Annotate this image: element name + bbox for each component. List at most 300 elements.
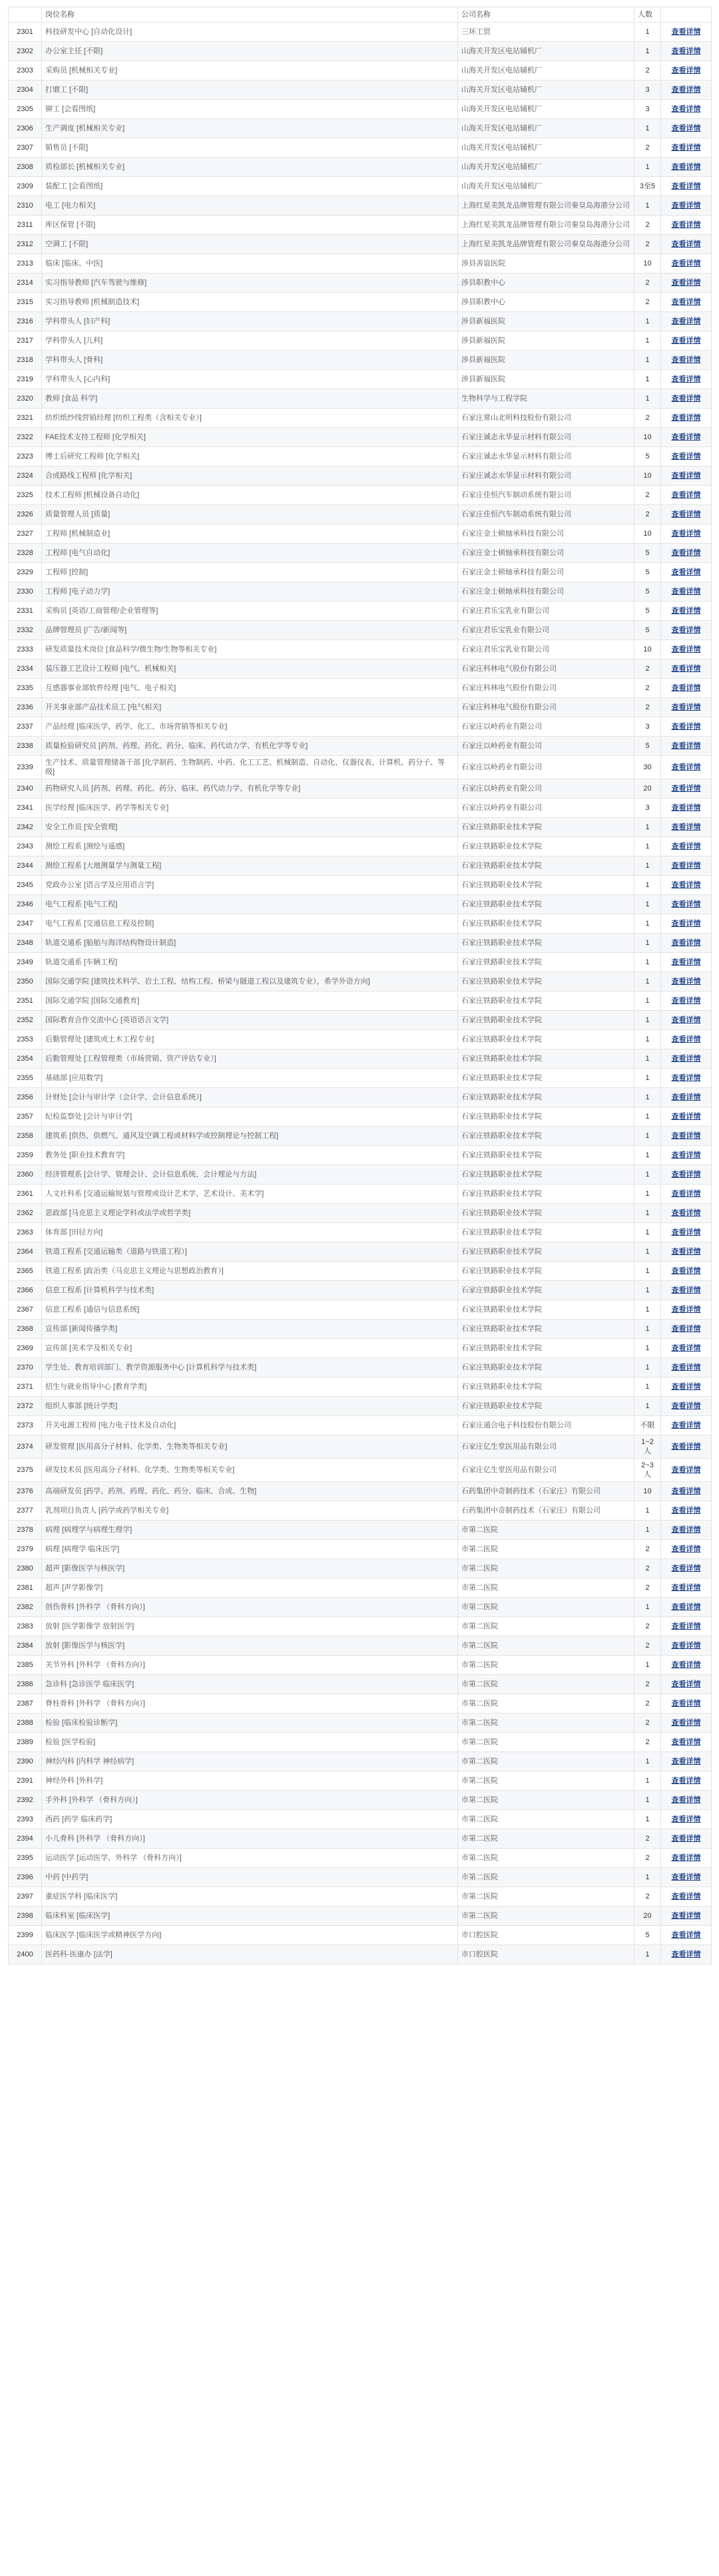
- headcount: 2: [634, 1849, 661, 1868]
- view-details-link[interactable]: 查看详情: [671, 900, 701, 908]
- view-details-link[interactable]: 查看详情: [671, 1171, 701, 1179]
- job-title: 学科带头人 [妇产科]: [42, 312, 458, 331]
- view-details-link[interactable]: 查看详情: [671, 1873, 701, 1881]
- job-title: 采购员 [英语/工商管理/企业管理等]: [42, 602, 458, 621]
- table-row: [9, 1088, 712, 1107]
- row-number: 2338: [9, 737, 42, 756]
- headcount: 1: [634, 1165, 661, 1185]
- view-details-link[interactable]: 查看详情: [671, 1421, 701, 1429]
- view-details-link[interactable]: 查看详情: [671, 1443, 701, 1451]
- job-title: 临床医学 [临床医学或精神医学方向]: [42, 1926, 458, 1945]
- view-details-link[interactable]: 查看详情: [671, 1209, 701, 1217]
- action-cell: [661, 100, 712, 119]
- view-details-link[interactable]: 查看详情: [671, 1035, 701, 1043]
- headcount: 1: [634, 895, 661, 914]
- row-number: 2370: [9, 1358, 42, 1378]
- headcount: 1: [634, 1204, 661, 1223]
- action-cell: [661, 953, 712, 972]
- view-details-link[interactable]: 查看详情: [671, 260, 701, 268]
- view-details-link[interactable]: 查看详情: [671, 356, 701, 364]
- action-cell: [661, 1049, 712, 1069]
- view-details-link[interactable]: 查看详情: [671, 337, 701, 345]
- view-details-link[interactable]: 查看详情: [671, 530, 701, 538]
- view-details-link[interactable]: 查看详情: [671, 1228, 701, 1236]
- view-details-link[interactable]: 查看详情: [671, 375, 701, 383]
- job-title: 宣传部 [美术学及相关专业]: [42, 1339, 458, 1358]
- view-details-link[interactable]: 查看详情: [671, 1364, 701, 1372]
- view-details-link[interactable]: 查看详情: [671, 28, 701, 36]
- company-name: 市第二医院: [458, 1540, 634, 1559]
- view-details-link[interactable]: 查看详情: [671, 920, 701, 928]
- company-name: 石家庄铁路职业技术学院: [458, 934, 634, 953]
- table-row: [9, 1185, 712, 1204]
- table-row: [9, 1868, 712, 1887]
- company-name: 石家庄佳恒汽车制动系统有限公司: [458, 486, 634, 505]
- table-row: [9, 1011, 712, 1030]
- table-row: [9, 1320, 712, 1339]
- action-cell: [661, 934, 712, 953]
- company-name: 石家庄铁路职业技术学院: [458, 856, 634, 876]
- headcount: 1: [634, 1598, 661, 1617]
- table-row: [9, 717, 712, 737]
- table-row: [9, 837, 712, 856]
- view-details-link[interactable]: 查看详情: [671, 67, 701, 75]
- view-details-link[interactable]: 查看详情: [671, 1267, 701, 1275]
- row-number: 2306: [9, 119, 42, 138]
- headcount: 1: [634, 1378, 661, 1397]
- row-number: 2350: [9, 972, 42, 992]
- view-details-link[interactable]: 查看详情: [671, 1526, 701, 1534]
- row-number: 2313: [9, 254, 42, 274]
- table-row: [9, 1675, 712, 1694]
- view-details-link[interactable]: 查看详情: [671, 1719, 701, 1727]
- view-details-link[interactable]: 查看详情: [671, 1093, 701, 1101]
- table-row: [9, 81, 712, 100]
- table-row: [9, 1127, 712, 1146]
- row-number: 2393: [9, 1810, 42, 1829]
- view-details-link[interactable]: 查看详情: [671, 1854, 701, 1862]
- view-details-link[interactable]: 查看详情: [671, 1286, 701, 1294]
- view-details-link[interactable]: 查看详情: [671, 202, 701, 210]
- view-details-link[interactable]: 查看详情: [671, 124, 701, 132]
- company-name: 山海关开发区电站辅机厂: [458, 138, 634, 158]
- view-details-link[interactable]: 查看详情: [671, 1190, 701, 1198]
- view-details-link[interactable]: 查看详情: [671, 491, 701, 499]
- headcount: 3: [634, 100, 661, 119]
- view-details-link[interactable]: 查看详情: [671, 1777, 701, 1785]
- view-details-link[interactable]: 查看详情: [671, 645, 701, 653]
- row-number: 2352: [9, 1011, 42, 1030]
- headcount: 10: [634, 1482, 661, 1501]
- view-details-link[interactable]: 查看详情: [671, 1487, 701, 1495]
- view-details-link[interactable]: 查看详情: [671, 182, 701, 190]
- table-row: [9, 953, 712, 972]
- headcount: 1: [634, 1358, 661, 1378]
- job-title: 放射 [影像医学与核医学]: [42, 1636, 458, 1656]
- job-title: 产品经理 [临床医学、药学、化工、市场营销等相关专业]: [42, 717, 458, 737]
- table-row: [9, 158, 712, 177]
- action-cell: [661, 1849, 712, 1868]
- job-title: 药物研究人员 [药剂、药理、药化、药分、临床、药代动力学、有机化学等专业]: [42, 779, 458, 799]
- headcount: 2: [634, 698, 661, 717]
- view-details-link[interactable]: 查看详情: [671, 881, 701, 889]
- job-title: 采购员 [机械相关专业]: [42, 61, 458, 81]
- job-title: 轨道交通系 [车辆工程]: [42, 953, 458, 972]
- view-details-link[interactable]: 查看详情: [671, 1912, 701, 1920]
- view-details-link[interactable]: 查看详情: [671, 665, 701, 673]
- row-number: 2365: [9, 1262, 42, 1281]
- row-number: 2337: [9, 717, 42, 737]
- row-number: 2362: [9, 1204, 42, 1223]
- headcount: 1: [634, 389, 661, 409]
- company-name: 石家庄铁路职业技术学院: [458, 1262, 634, 1281]
- view-details-link[interactable]: 查看详情: [671, 472, 701, 480]
- view-details-link[interactable]: 查看详情: [671, 804, 701, 812]
- job-title: 创伤骨科 [外科学 （骨科方向）]: [42, 1598, 458, 1617]
- action-cell: [661, 621, 712, 640]
- headcount: 5: [634, 1926, 661, 1945]
- view-details-link[interactable]: 查看详情: [671, 433, 701, 441]
- row-number: 2390: [9, 1752, 42, 1771]
- row-number: 2397: [9, 1887, 42, 1907]
- headcount: 1: [634, 1030, 661, 1049]
- table-row: [9, 1617, 712, 1636]
- company-name: 石家庄科林电气股份有限公司: [458, 679, 634, 698]
- view-details-link[interactable]: 查看详情: [671, 1325, 701, 1333]
- job-title: 乳剂项目负责人 [药学或药学相关专业]: [42, 1501, 458, 1521]
- view-details-link[interactable]: 查看详情: [671, 939, 701, 947]
- action-cell: [661, 1733, 712, 1752]
- headcount: 2: [634, 1617, 661, 1636]
- table-row: [9, 119, 712, 138]
- view-details-link[interactable]: 查看详情: [671, 723, 701, 731]
- view-details-link[interactable]: 查看详情: [671, 997, 701, 1005]
- table-row: [9, 312, 712, 331]
- view-details-link[interactable]: 查看详情: [671, 395, 701, 403]
- job-title: 国际交通学院 [建筑技术科学、岩土工程、结构工程、桥梁与隧道工程以及建筑专业），希学外语方向]: [42, 972, 458, 992]
- headcount: 1: [634, 1521, 661, 1540]
- table-row: [9, 799, 712, 818]
- view-details-link[interactable]: 查看详情: [671, 1815, 701, 1823]
- company-name: 市第二医院: [458, 1521, 634, 1540]
- row-number: 2395: [9, 1849, 42, 1868]
- table-row: [9, 1281, 712, 1300]
- headcount: 2: [634, 409, 661, 428]
- view-details-link[interactable]: 查看详情: [671, 1507, 701, 1515]
- headcount: 2: [634, 486, 661, 505]
- headcount: 1: [634, 1088, 661, 1107]
- company-name: 石家庄铁路职业技术学院: [458, 1300, 634, 1320]
- job-title: 电工 [电力相关]: [42, 196, 458, 216]
- view-details-link[interactable]: 查看详情: [671, 86, 701, 94]
- view-details-link[interactable]: 查看详情: [671, 1016, 701, 1024]
- view-details-link[interactable]: 查看详情: [671, 1603, 701, 1611]
- job-title: 医学经理 [临床医学、药学等相关专业]: [42, 799, 458, 818]
- table-row: [9, 1262, 712, 1281]
- company-name: 石家庄科林电气股份有限公司: [458, 698, 634, 717]
- view-details-link[interactable]: 查看详情: [671, 862, 701, 870]
- row-number: 2317: [9, 331, 42, 351]
- row-number: 2315: [9, 293, 42, 312]
- row-number: 2340: [9, 779, 42, 799]
- company-name: 市第二医院: [458, 1733, 634, 1752]
- row-number: 2371: [9, 1378, 42, 1397]
- view-details-link[interactable]: 查看详情: [671, 1738, 701, 1746]
- view-details-link[interactable]: 查看详情: [671, 1113, 701, 1121]
- view-details-link[interactable]: 查看详情: [671, 1564, 701, 1572]
- view-details-link[interactable]: 查看详情: [671, 163, 701, 171]
- headcount: 1: [634, 331, 661, 351]
- view-details-link[interactable]: 查看详情: [671, 742, 701, 750]
- job-title: 实习指导教师 [机械制造技术]: [42, 293, 458, 312]
- action-cell: [661, 1617, 712, 1636]
- headcount: 1: [634, 1262, 661, 1281]
- view-details-link[interactable]: 查看详情: [671, 317, 701, 325]
- table-row: [9, 254, 712, 274]
- view-details-link[interactable]: 查看详情: [671, 144, 701, 152]
- action-cell: [661, 640, 712, 659]
- headcount: 2: [634, 1578, 661, 1598]
- view-details-link[interactable]: 查看详情: [671, 1931, 701, 1939]
- view-details-link[interactable]: 查看详情: [671, 240, 701, 248]
- view-details-link[interactable]: 查看详情: [671, 453, 701, 460]
- company-name: 石家庄铁路职业技术学院: [458, 1127, 634, 1146]
- job-title: 手外科 [外科学 （骨科方向）]: [42, 1791, 458, 1810]
- action-cell: [661, 409, 712, 428]
- view-details-link[interactable]: 查看详情: [671, 1306, 701, 1314]
- company-name: 石家庄以岭药业有限公司: [458, 756, 634, 779]
- table-row: [9, 1358, 712, 1378]
- company-name: 石家庄铁路职业技术学院: [458, 818, 634, 837]
- company-name: 石家庄铁路职业技术学院: [458, 992, 634, 1011]
- headcount: 1: [634, 1281, 661, 1300]
- company-name: 石家庄铁路职业技术学院: [458, 1281, 634, 1300]
- table-row: [9, 1829, 712, 1849]
- row-number: 2336: [9, 698, 42, 717]
- row-number: 2316: [9, 312, 42, 331]
- view-details-link[interactable]: 查看详情: [671, 1950, 701, 1958]
- row-number: 2329: [9, 563, 42, 582]
- row-number: 2396: [9, 1868, 42, 1887]
- action-cell: [661, 1165, 712, 1185]
- view-details-link[interactable]: 查看详情: [671, 105, 701, 113]
- row-number: 2374: [9, 1435, 42, 1459]
- row-number: 2354: [9, 1049, 42, 1069]
- view-details-link[interactable]: 查看详情: [671, 510, 701, 518]
- view-details-link[interactable]: 查看详情: [671, 279, 701, 287]
- company-name: 市口腔医院: [458, 1926, 634, 1945]
- job-title: 安全工作员 [安全管理]: [42, 818, 458, 837]
- view-details-link[interactable]: 查看详情: [671, 221, 701, 229]
- view-details-link[interactable]: 查看详情: [671, 1074, 701, 1082]
- job-title: 体育部 [田径方向]: [42, 1223, 458, 1242]
- view-details-link[interactable]: 查看详情: [671, 1700, 701, 1708]
- company-name: 山海关开发区电站辅机厂: [458, 119, 634, 138]
- table-row: [9, 389, 712, 409]
- company-name: 石家庄铁路职业技术学院: [458, 1185, 634, 1204]
- table-row: [9, 274, 712, 293]
- view-details-link[interactable]: 查看详情: [671, 47, 701, 55]
- view-details-link[interactable]: 查看详情: [671, 703, 701, 711]
- company-name: 石家庄诚志永华显示材料有限公司: [458, 428, 634, 447]
- company-name: 山海关开发区电站辅机厂: [458, 100, 634, 119]
- action-cell: [661, 1223, 712, 1242]
- action-cell: [661, 698, 712, 717]
- headcount: 1: [634, 818, 661, 837]
- action-cell: [661, 737, 712, 756]
- job-title: 学科带头人 [骨科]: [42, 351, 458, 370]
- job-title: 西药 [药学 临床药学]: [42, 1810, 458, 1829]
- headcount: 1: [634, 1049, 661, 1069]
- job-title: 检验 [医学检验]: [42, 1733, 458, 1752]
- view-details-link[interactable]: 查看详情: [671, 684, 701, 692]
- row-number: 2375: [9, 1459, 42, 1482]
- row-number: 2318: [9, 351, 42, 370]
- job-title: 超声 [影像医学与核医学]: [42, 1559, 458, 1578]
- table-row: [9, 1397, 712, 1416]
- row-number: 2323: [9, 447, 42, 466]
- headcount: 3: [634, 717, 661, 737]
- headcount: 1: [634, 914, 661, 934]
- view-details-link[interactable]: 查看详情: [671, 607, 701, 615]
- row-number: 2343: [9, 837, 42, 856]
- company-name: 市第二医院: [458, 1829, 634, 1849]
- job-title: 神经外科 [外科学]: [42, 1771, 458, 1791]
- row-number: 2303: [9, 61, 42, 81]
- row-number: 2366: [9, 1281, 42, 1300]
- view-details-link[interactable]: 查看详情: [671, 588, 701, 596]
- headcount: 1: [634, 837, 661, 856]
- view-details-link[interactable]: 查看详情: [671, 1584, 701, 1592]
- table-row: [9, 524, 712, 544]
- view-details-link[interactable]: 查看详情: [671, 1893, 701, 1901]
- row-number: 2364: [9, 1242, 42, 1262]
- action-cell: [661, 856, 712, 876]
- view-details-link[interactable]: 查看详情: [671, 1344, 701, 1352]
- row-number: 2347: [9, 914, 42, 934]
- company-name: 上海红星美凯龙品牌管理有限公司秦皇岛海港分公司: [458, 216, 634, 235]
- job-title: 急诊科 [急诊医学 临床医学]: [42, 1675, 458, 1694]
- view-details-link[interactable]: 查看详情: [671, 1545, 701, 1553]
- table-row: [9, 1810, 712, 1829]
- row-number: 2311: [9, 216, 42, 235]
- action-cell: [661, 216, 712, 235]
- company-name: 石家庄铁路职业技术学院: [458, 1088, 634, 1107]
- view-details-link[interactable]: 查看详情: [671, 1151, 701, 1159]
- row-number: 2385: [9, 1656, 42, 1675]
- view-details-link[interactable]: 查看详情: [671, 1835, 701, 1843]
- view-details-link[interactable]: 查看详情: [671, 1248, 701, 1256]
- view-details-link[interactable]: 查看详情: [671, 1055, 701, 1063]
- action-cell: [661, 23, 712, 42]
- view-details-link[interactable]: 查看详情: [671, 1796, 701, 1804]
- job-title: 办公室主任 [不限]: [42, 42, 458, 61]
- view-details-link[interactable]: 查看详情: [671, 842, 701, 850]
- table-row: [9, 1540, 712, 1559]
- view-details-link[interactable]: 查看详情: [671, 785, 701, 793]
- job-title: 电气工程系 [电气工程]: [42, 895, 458, 914]
- view-details-link[interactable]: 查看详情: [671, 763, 701, 771]
- company-name: 石家庄铁路职业技术学院: [458, 953, 634, 972]
- view-details-link[interactable]: 查看详情: [671, 978, 701, 986]
- row-number: 2346: [9, 895, 42, 914]
- view-details-link[interactable]: 查看详情: [671, 549, 701, 557]
- view-details-link[interactable]: 查看详情: [671, 1622, 701, 1630]
- action-cell: [661, 1242, 712, 1262]
- row-number: 2341: [9, 799, 42, 818]
- action-cell: [661, 972, 712, 992]
- view-details-link[interactable]: 查看详情: [671, 568, 701, 576]
- view-details-link[interactable]: 查看详情: [671, 1402, 701, 1410]
- table-row: [9, 1049, 712, 1069]
- view-details-link[interactable]: 查看详情: [671, 1661, 701, 1669]
- view-details-link[interactable]: 查看详情: [671, 1383, 701, 1391]
- job-title: 测绘工程系 [测绘与遥感]: [42, 837, 458, 856]
- action-cell: [661, 1416, 712, 1435]
- company-name: 石家庄铁路职业技术学院: [458, 972, 634, 992]
- job-title: 生产技术、质量管理储备干部 [化学制药、生物制药、中药、化工工艺、机械制造、自动化、仪器仪表、计算机、药分子、等级]: [42, 756, 458, 779]
- action-cell: [661, 331, 712, 351]
- view-details-link[interactable]: 查看详情: [671, 298, 701, 306]
- table-row: [9, 293, 712, 312]
- job-title: 轨道交通系 [船舶与海洋结构物设计制造]: [42, 934, 458, 953]
- view-details-link[interactable]: 查看详情: [671, 1757, 701, 1765]
- view-details-link[interactable]: 查看详情: [671, 1642, 701, 1650]
- table-row: [9, 621, 712, 640]
- job-title: 空调工 [不限]: [42, 235, 458, 254]
- job-title: 病理 [病理学 临床医学]: [42, 1540, 458, 1559]
- company-name: 石家庄铁路职业技术学院: [458, 1358, 634, 1378]
- job-title: 党政办公室 [语言学及应用语言学]: [42, 876, 458, 895]
- company-name: 市第二医院: [458, 1636, 634, 1656]
- company-name: 三环工贸: [458, 23, 634, 42]
- action-cell: [661, 1378, 712, 1397]
- action-cell: [661, 1435, 712, 1459]
- headcount: 1: [634, 1011, 661, 1030]
- action-cell: [661, 389, 712, 409]
- headcount: 2: [634, 1714, 661, 1733]
- job-title: 小儿骨科 [外科学 （骨科方向）]: [42, 1829, 458, 1849]
- company-name: 石家庄铁路职业技术学院: [458, 1069, 634, 1088]
- table-row: [9, 1926, 712, 1945]
- table-row: [9, 659, 712, 679]
- company-name: 石家庄铁路职业技术学院: [458, 1165, 634, 1185]
- row-number: 2321: [9, 409, 42, 428]
- view-details-link[interactable]: 查看详情: [671, 626, 701, 634]
- headcount: 2: [634, 1540, 661, 1559]
- company-name: 石家庄铁路职业技术学院: [458, 1030, 634, 1049]
- action-cell: [661, 370, 712, 389]
- action-cell: [661, 138, 712, 158]
- view-details-link[interactable]: 查看详情: [671, 1466, 701, 1474]
- view-details-link[interactable]: 查看详情: [671, 1680, 701, 1688]
- action-cell: [661, 61, 712, 81]
- job-title: 学科带头人 [儿科]: [42, 331, 458, 351]
- company-name: 市第二医院: [458, 1714, 634, 1733]
- headcount: 3: [634, 81, 661, 100]
- table-row: [9, 1416, 712, 1435]
- headcount: 10: [634, 428, 661, 447]
- view-details-link[interactable]: 查看详情: [671, 1132, 701, 1140]
- view-details-link[interactable]: 查看详情: [671, 414, 701, 422]
- view-details-link[interactable]: 查看详情: [671, 958, 701, 966]
- row-number: 2308: [9, 158, 42, 177]
- view-details-link[interactable]: 查看详情: [671, 823, 701, 831]
- job-title: 研发技术员 [医用高分子材料、化学类、生物类等相关专业]: [42, 1459, 458, 1482]
- job-title: 教务处 [职业技术教育学]: [42, 1146, 458, 1165]
- table-row: [9, 1146, 712, 1165]
- row-number: 2363: [9, 1223, 42, 1242]
